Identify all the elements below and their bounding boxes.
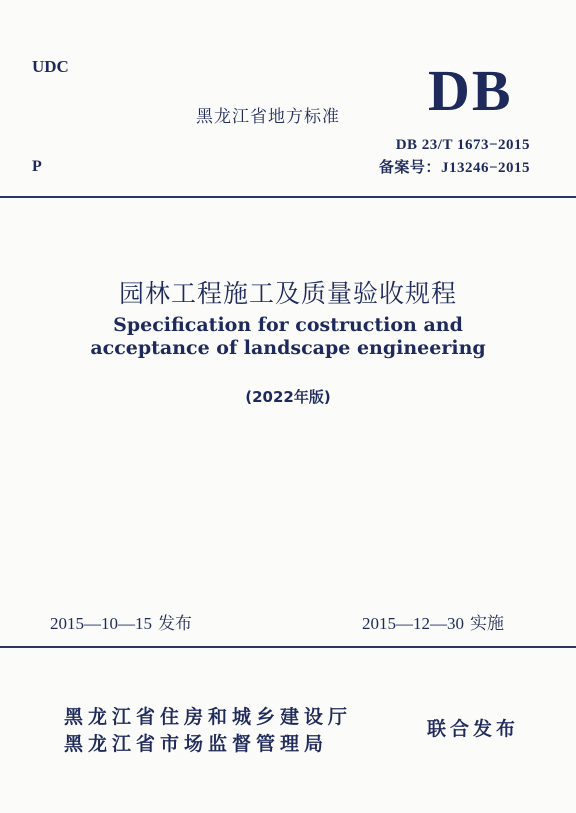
standard-type: 黑龙江省地方标准 — [196, 107, 340, 127]
joint-issue-label: 联合发布 — [427, 718, 520, 740]
implement-label: 实施 — [470, 614, 504, 634]
edition-label: (2022年版) — [245, 388, 331, 406]
udc-code: UDC — [32, 57, 69, 76]
filing-label: 备案号： — [378, 158, 441, 176]
issuer-line-2: 黑龙江省市场监督管理局 — [64, 733, 329, 755]
title-chinese: 园林工程施工及质量验收规程 — [118, 279, 457, 308]
standard-number: DB 23/T 1673−2015 — [395, 137, 530, 153]
issue-date-row — [50, 609, 192, 634]
title-english-line2: acceptance of landscape engineering — [90, 337, 486, 359]
title-english — [0, 314, 576, 360]
filing-number-row — [379, 156, 530, 177]
db-logo: DB — [428, 58, 513, 123]
classification-code: P — [32, 158, 42, 175]
filing-number: J13246−2015 — [440, 160, 530, 176]
issue-date: 2015—10—15 — [50, 614, 152, 633]
top-divider — [0, 196, 576, 198]
bottom-divider — [0, 646, 576, 648]
issue-label: 发布 — [158, 614, 192, 634]
implement-date-row — [362, 609, 504, 634]
title-english-line1: Specification for costruction and — [113, 314, 463, 336]
implement-date: 2015—12—30 — [362, 614, 464, 633]
issuer-line-1: 黑龙江省住房和城乡建设厅 — [64, 706, 353, 728]
